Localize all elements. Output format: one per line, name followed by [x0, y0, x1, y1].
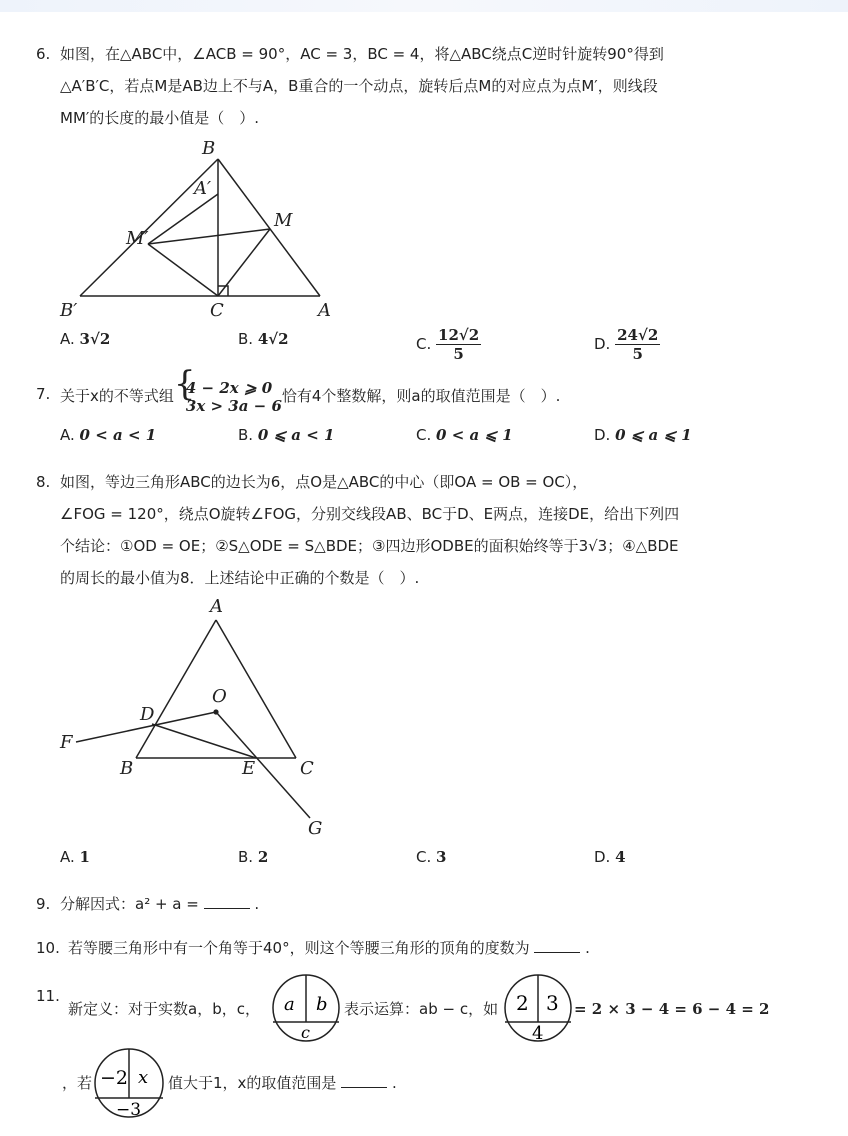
question-text-line: ∠FOG = 120°，绕点O旋转∠FOG，分别交线段AB、BC于D、E两点，连接DE，给出下列四: [60, 505, 680, 523]
question-7: [36, 363, 826, 415]
option-value: 0 ⩽ a ⩽ 1: [615, 426, 692, 444]
label-A: A: [210, 596, 223, 617]
option-letter: A.: [60, 426, 75, 444]
label-D: D: [140, 704, 155, 725]
option-letter: C.: [416, 335, 432, 353]
option-letter: D.: [594, 335, 611, 353]
answer-blank[interactable]: [534, 936, 580, 953]
cell-c: 4: [532, 1023, 544, 1044]
option-a[interactable]: [60, 330, 110, 348]
answer-blank[interactable]: [204, 892, 250, 909]
center-point-O: [213, 709, 218, 714]
ray-o-g: [216, 712, 310, 818]
question-text-line: 的周长的最小值为8．上述结论中正确的个数是（ ）.: [60, 569, 420, 587]
label-F: F: [60, 732, 73, 753]
cell-c: c: [301, 1023, 310, 1042]
circle-operator-question: [92, 1046, 166, 1120]
option-b[interactable]: [238, 426, 334, 444]
question-text-line: 如图，在△ABC中，∠ACB = 90°，AC = 3，BC = 4，将△ABC绕点C逆时针旋转90°得到: [60, 45, 664, 63]
option-fraction: [615, 326, 660, 363]
option-letter: C.: [416, 426, 432, 444]
inequality-2: 3x > 3a − 6: [185, 396, 282, 415]
question-text: 表示运算：ab − c，如: [344, 1000, 499, 1018]
fraction-denominator: 5: [632, 345, 643, 363]
label-E: E: [242, 758, 256, 779]
option-value: 3: [436, 848, 447, 866]
option-b[interactable]: [238, 848, 268, 866]
label-C: C: [300, 758, 314, 779]
question-text: 恰有4个整数解，则a的取值范围是（ ）.: [281, 387, 561, 405]
segment-mp-c: [148, 244, 218, 296]
option-value: 3√2: [79, 330, 111, 348]
cell-a: −2: [100, 1067, 129, 1089]
edge-a-c: [216, 620, 296, 758]
question-number: 10.: [36, 939, 60, 957]
label-M: M: [274, 210, 293, 231]
q11-text-4: ，若: [62, 1074, 93, 1092]
q11-example-result: = 2 × 3 − 4 = 6 − 4 = 2: [574, 1000, 770, 1018]
question-text: 关于x的不等式组: [60, 387, 174, 405]
option-fraction: [436, 326, 481, 363]
q11-text-1: 新定义：对于实数a，b，c，: [68, 1000, 260, 1018]
question-number: 9.: [36, 895, 51, 913]
question-text-line: 个结论：①OD = OE；②S△ODE = S△BDE；③四边形ODBE的面积始终等于3√3；④△BDE: [60, 537, 679, 555]
option-d[interactable]: [594, 326, 660, 363]
question-number: 7.: [36, 385, 51, 403]
cell-b: b: [316, 994, 328, 1015]
label-B: B: [202, 138, 216, 159]
question-text-line: △A′B′C，若点M是AB边上不与A，B重合的一个动点，旋转后点M的对应点为点M′，则线段: [60, 77, 658, 95]
brace-icon: {: [173, 363, 196, 404]
inequality-1: 4 − 2x ⩾ 0: [185, 378, 273, 397]
question-text: 若等腰三角形中有一个角等于40°，则这个等腰三角形的顶角的度数为: [68, 939, 530, 957]
option-letter: B.: [238, 426, 254, 444]
option-value: 4: [615, 848, 626, 866]
fraction-numerator: 24√2: [617, 326, 659, 344]
cell-c: −3: [116, 1100, 142, 1120]
option-c[interactable]: [416, 848, 446, 866]
question-text: .: [254, 895, 260, 913]
option-a[interactable]: [60, 426, 156, 444]
label-G: G: [308, 818, 323, 839]
question-8: [36, 466, 826, 594]
fraction-denominator: 5: [453, 345, 464, 363]
option-letter: A.: [60, 330, 75, 348]
label-C: C: [210, 300, 224, 321]
label-B-prime: B′: [60, 300, 78, 321]
question-text: .: [585, 939, 590, 957]
edge-a-b: [136, 620, 216, 758]
option-c[interactable]: [416, 426, 513, 444]
option-value: 0 < a ⩽ 1: [436, 426, 513, 444]
label-A: A: [318, 300, 331, 321]
option-letter: D.: [594, 848, 611, 866]
option-letter: C.: [416, 848, 432, 866]
question-text: 值大于1，x的取值范围是: [168, 1074, 337, 1092]
question-text-line: MM′的长度的最小值是（ ）.: [60, 109, 260, 127]
q8-options: [60, 848, 820, 874]
cell-b: x: [138, 1067, 149, 1088]
option-d[interactable]: [594, 426, 692, 444]
option-b[interactable]: [238, 330, 289, 348]
inequality-system: [173, 363, 282, 415]
q6-figure: [52, 134, 352, 324]
option-value: 1: [79, 848, 90, 866]
label-M-prime: M′: [126, 228, 149, 249]
segment-d-e: [152, 724, 256, 758]
option-value: 4√2: [257, 330, 289, 348]
q11-text-2: [344, 996, 498, 1022]
question-number: 11.: [36, 987, 60, 1005]
option-c[interactable]: [416, 326, 481, 363]
question-6: [36, 38, 826, 134]
question-9: [36, 888, 826, 920]
question-10: [36, 932, 826, 964]
question-text: 分解因式：a² + a =: [60, 895, 199, 913]
label-O: O: [212, 686, 227, 707]
option-value: 0 < a < 1: [79, 426, 157, 444]
top-banner: [0, 0, 848, 12]
cell-a: a: [284, 994, 295, 1015]
option-value: 2: [257, 848, 269, 866]
option-letter: B.: [238, 330, 254, 348]
question-text: .: [391, 1074, 397, 1092]
question-text-line: 如图，等边三角形ABC的边长为6，点O是△ABC的中心（即OA = OB = OC），: [60, 473, 588, 491]
option-d[interactable]: [594, 848, 626, 866]
circle-operator-abc: [270, 972, 342, 1044]
q7-options: [60, 426, 820, 452]
option-a[interactable]: [60, 848, 90, 866]
option-value: 0 ⩽ a < 1: [257, 426, 335, 444]
q11-text-5: [168, 1070, 397, 1096]
answer-blank[interactable]: [341, 1071, 387, 1088]
label-B: B: [120, 758, 134, 779]
label-A-prime: A′: [194, 178, 212, 199]
fraction-numerator: 12√2: [438, 326, 480, 344]
cell-b: 3: [546, 991, 559, 1015]
option-letter: D.: [594, 426, 611, 444]
cell-a: 2: [516, 991, 529, 1015]
option-letter: A.: [60, 848, 75, 866]
q8-figure: [52, 596, 352, 842]
question-number: 6.: [36, 45, 51, 63]
circle-operator-example: [502, 972, 574, 1044]
option-letter: B.: [238, 848, 254, 866]
question-number: 8.: [36, 473, 51, 491]
